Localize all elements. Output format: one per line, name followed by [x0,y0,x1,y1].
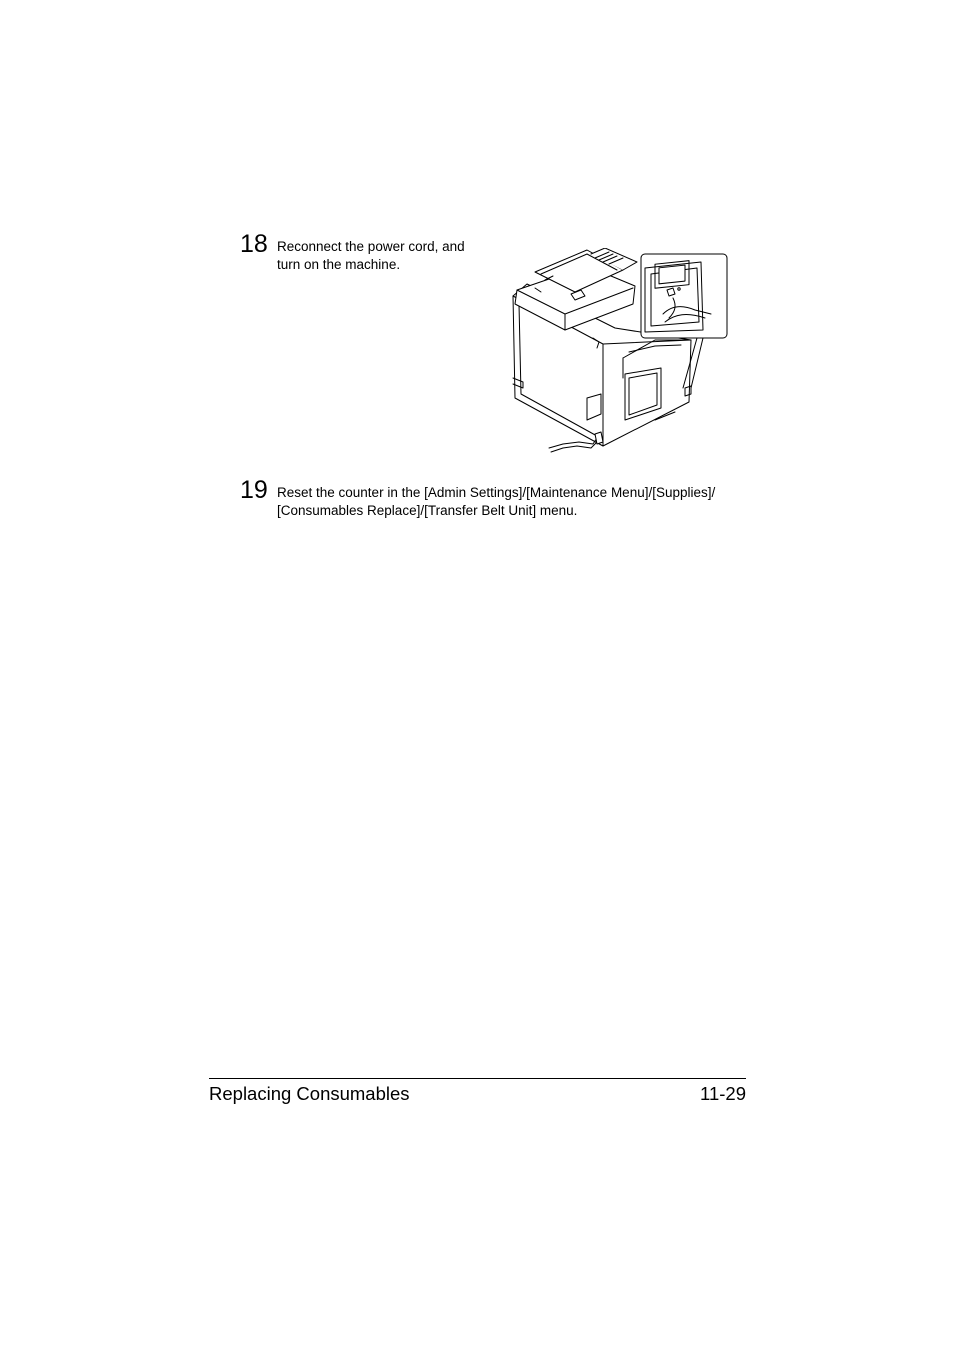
footer-section-title: Replacing Consumables [209,1083,410,1104]
footer-rule [209,1078,746,1079]
step-number: 19 [240,476,268,504]
printer-power-switch-illustration [505,248,733,456]
step-instruction [277,238,465,274]
step-text-line: Reconnect the power cord, and [277,239,465,254]
step-instruction [277,484,715,520]
footer-page-number: 11-29 [700,1083,746,1104]
step-text-line: Reset the counter in the [Admin Settings]/[Maintenance Menu]/[Supplies]/ [277,485,716,500]
power-switch-callout [641,254,727,338]
step-number: 18 [240,230,268,258]
step-text-line: [Consumables Replace]/[Transfer Belt Unit] menu. [277,503,578,518]
step-text-line: turn on the machine. [277,257,401,272]
power-cord [549,432,603,452]
